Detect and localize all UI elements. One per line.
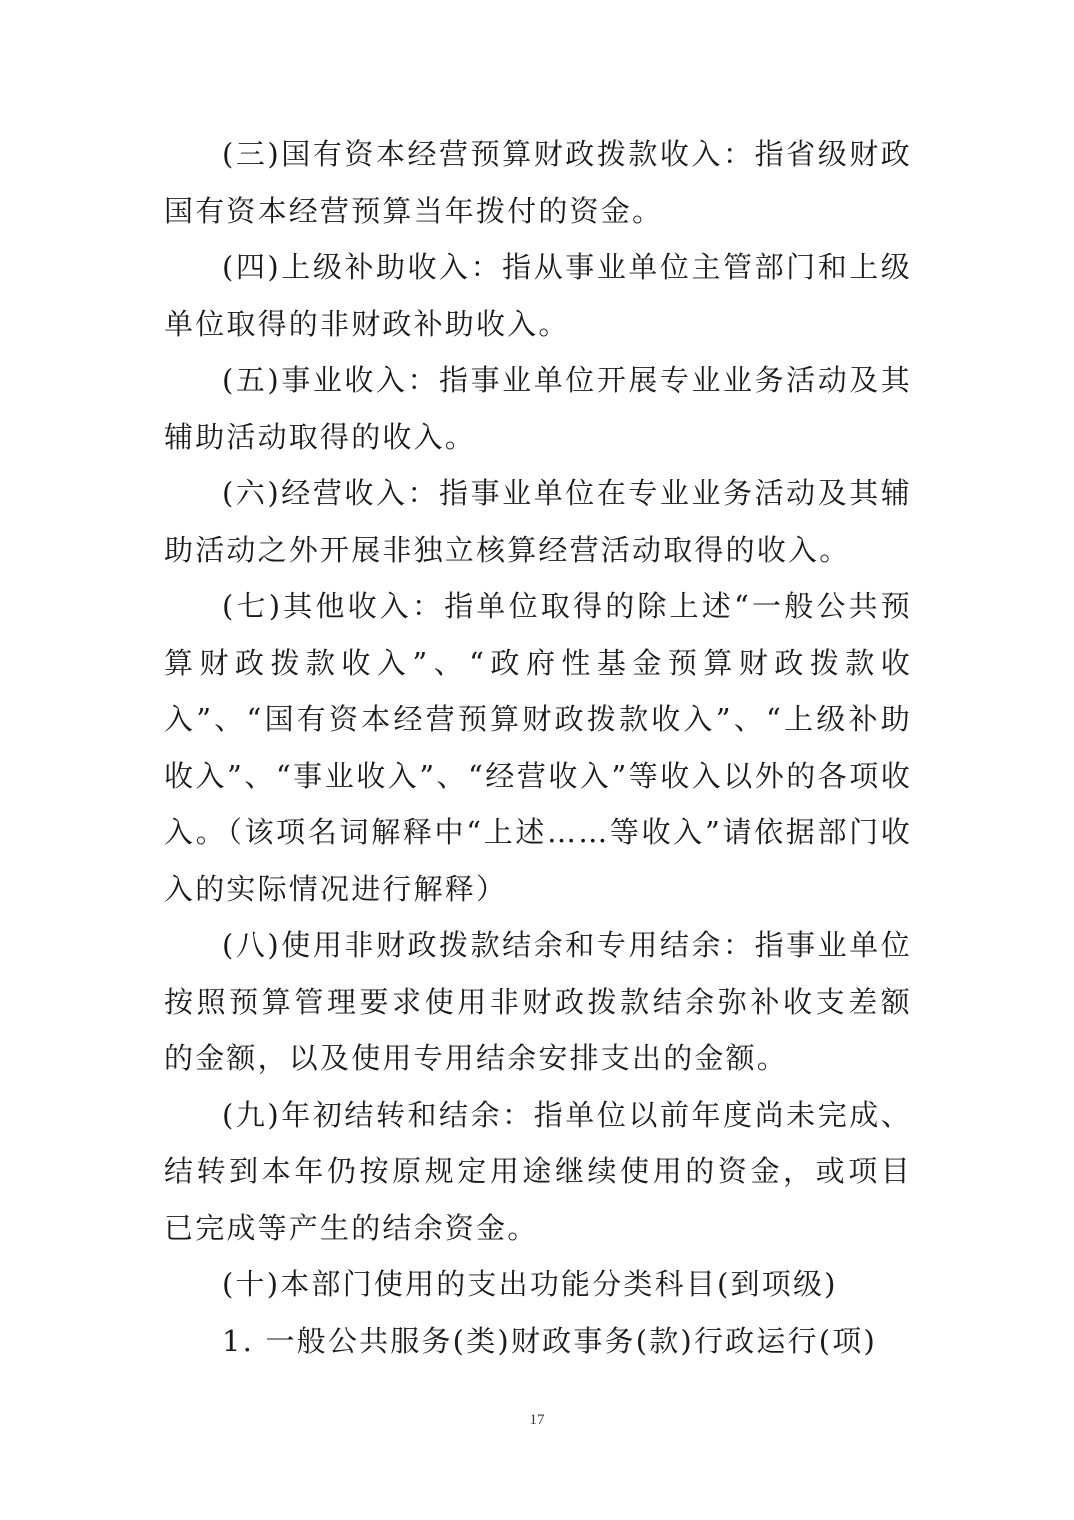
- page-number: 17: [529, 1412, 545, 1428]
- paragraph-general-public-services: 1. 一般公共服务(类)财政事务(款)行政运行(项): [222, 1323, 877, 1358]
- document-body: [164, 126, 912, 1369]
- paragraph-operating-income: (六)经营收入：指事业单位在专业业务活动及其辅助活动之外开展非独立核算经营活动取得的收入。: [164, 476, 912, 567]
- paragraph-business-income: (五)事业收入：指事业单位开展专业业务活动及其辅助活动取得的收入。: [164, 363, 912, 454]
- paragraph-state-capital-budget-income: (三)国有资本经营预算财政拨款收入：指省级财政国有资本经营预算当年拨付的资金。: [164, 137, 912, 228]
- paragraph-other-income: (七)其他收入：指单位取得的除上述“一般公共预算财政拨款收入”、“政府性基金预算财政拨款收入”、“国有资本经营预算财政拨款收入”、“上级补助收入”、“事业收入”、“经营收入”等收入以外的各项收入。（该项名词解释中“上述……等收入”请依据部门收入的实际情况进行解释）: [164, 589, 912, 906]
- paragraph-expenditure-classification: (十)本部门使用的支出功能分类科目(到项级): [222, 1267, 838, 1301]
- paragraph-carryover-and-surplus: (九)年初结转和结余：指单位以前年度尚未完成、结转到本年仍按原规定用途继续使用的资金，或项目已完成等产生的结余资金。: [164, 1097, 912, 1245]
- paragraph-superior-subsidy-income: (四)上级补助收入：指从事业单位主管部门和上级单位取得的非财政补助收入。: [164, 250, 912, 341]
- paragraph-use-of-surplus: (八)使用非财政拨款结余和专用结余：指事业单位按照预算管理要求使用非财政拨款结余弥补收支差额的金额，以及使用专用结余安排支出的金额。: [164, 928, 912, 1075]
